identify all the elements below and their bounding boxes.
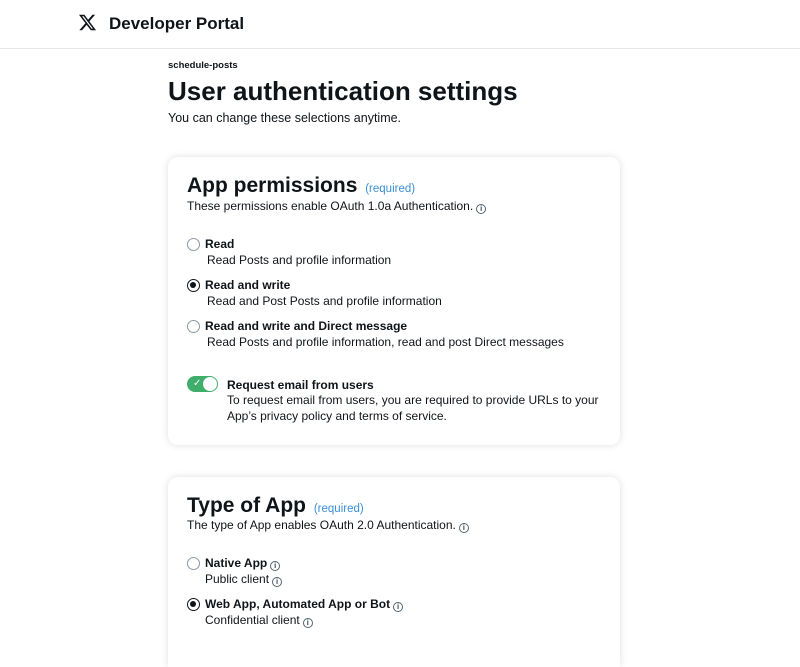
required-label: (required): [365, 183, 416, 195]
info-icon[interactable]: i: [459, 523, 469, 533]
option-label: Read and write and Direct message: [205, 319, 408, 333]
top-bar: [0, 0, 800, 49]
app-permissions-heading: App permissions: [187, 174, 358, 197]
info-icon[interactable]: i: [393, 602, 403, 612]
app-permissions-description: [187, 198, 486, 214]
option-label: Read: [205, 237, 235, 251]
breadcrumb[interactable]: schedule-posts: [168, 60, 238, 71]
option-label-text: Native App: [205, 556, 268, 570]
option-label-text: Web App, Automated App or Bot: [205, 597, 391, 611]
radio-native-app[interactable]: [187, 557, 200, 570]
radio-read[interactable]: [187, 238, 200, 251]
request-email-toggle[interactable]: [187, 376, 218, 392]
option-description: Read and Post Posts and profile information: [207, 294, 442, 308]
option-description: Read Posts and profile information: [207, 253, 392, 267]
x-logo-icon[interactable]: [78, 13, 97, 32]
type-of-app-heading: Type of App: [187, 494, 306, 517]
radio-read-write[interactable]: [187, 279, 200, 292]
page-title: User authentication settings: [168, 76, 518, 106]
info-icon[interactable]: i: [270, 561, 280, 571]
option-description: [205, 612, 313, 628]
app-permissions-card: [168, 157, 620, 445]
option-description: Read Posts and profile information, read and post Direct messages: [207, 335, 564, 349]
option-description-text: Public client: [205, 572, 270, 586]
type-of-app-description-text: The type of App enables OAuth 2.0 Authentication.: [187, 518, 456, 532]
info-icon[interactable]: i: [303, 618, 313, 628]
type-of-app-description: [187, 517, 469, 533]
request-email-label: Request email from users: [227, 378, 374, 392]
option-label: [205, 596, 403, 612]
request-email-description: To request email from users, you are required to provide URLs to your App’s privacy policy and terms of service.: [227, 393, 599, 423]
portal-title: Developer Portal: [109, 14, 245, 33]
check-icon: ✓: [193, 378, 202, 389]
info-icon[interactable]: i: [476, 204, 486, 214]
option-label: Read and write: [205, 278, 291, 292]
radio-web-app[interactable]: [187, 598, 200, 611]
app-permissions-description-text: These permissions enable OAuth 1.0a Authentication.: [187, 199, 474, 213]
toggle-knob: [203, 377, 217, 391]
option-description-text: Confidential client: [205, 613, 300, 627]
page-subtitle: You can change these selections anytime.: [168, 111, 402, 125]
required-label: (required): [313, 503, 364, 515]
info-icon[interactable]: i: [272, 577, 282, 587]
type-of-app-card: [168, 477, 620, 667]
radio-read-write-dm[interactable]: [187, 320, 200, 333]
option-label: [205, 555, 280, 571]
option-description: [205, 571, 282, 587]
